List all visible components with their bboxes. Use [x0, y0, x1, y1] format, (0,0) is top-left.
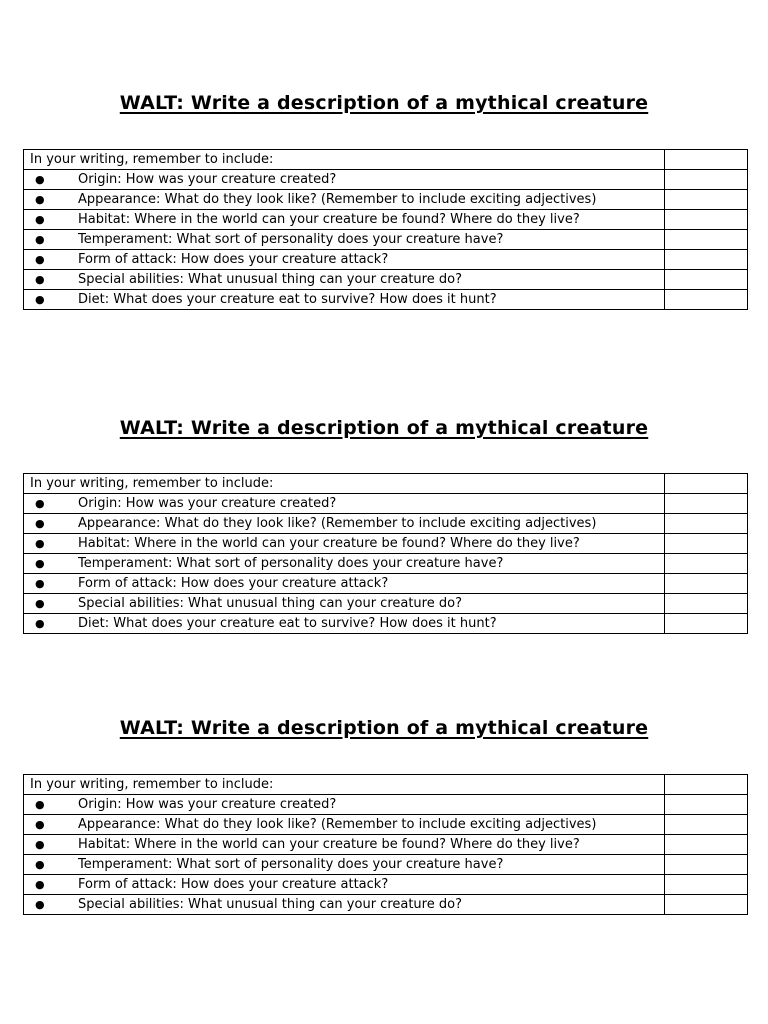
item-cell: [24, 855, 665, 875]
header-text: In your writing, remember to include:: [30, 476, 274, 491]
table-row: [24, 815, 748, 835]
checkbox-cell[interactable]: [665, 614, 748, 634]
checkbox-cell[interactable]: [665, 855, 748, 875]
checkbox-cell[interactable]: [665, 170, 748, 190]
item-cell: [24, 494, 665, 514]
item-text: Origin: How was your creature created?: [78, 797, 337, 812]
item-text: Habitat: Where in the world can your creature be found? Where do they live?: [78, 536, 580, 551]
item-text: Appearance: What do they look like? (Remember to include exciting adjectives): [78, 817, 597, 832]
checkbox-cell[interactable]: [665, 494, 748, 514]
item-cell: [24, 895, 665, 915]
checkbox-cell[interactable]: [665, 150, 748, 170]
checkbox-cell[interactable]: [665, 474, 748, 494]
checkbox-cell[interactable]: [665, 574, 748, 594]
bullet-icon: ●: [35, 293, 45, 306]
bullet-icon: ●: [35, 173, 45, 186]
checklist-table: [23, 473, 748, 634]
table-row: [24, 270, 748, 290]
item-cell: [24, 190, 665, 210]
checkbox-cell[interactable]: [665, 775, 748, 795]
bullet-icon: ●: [35, 253, 45, 266]
item-cell: [24, 270, 665, 290]
section-title: WALT: Write a description of a mythical creature: [119, 717, 649, 739]
table-row: [24, 190, 748, 210]
checkbox-cell[interactable]: [665, 230, 748, 250]
bullet-icon: ●: [35, 838, 45, 851]
table-row: [24, 230, 748, 250]
checkbox-cell[interactable]: [665, 795, 748, 815]
bullet-icon: ●: [35, 617, 45, 630]
header-text: In your writing, remember to include:: [30, 152, 274, 167]
item-cell: [24, 230, 665, 250]
section-title: WALT: Write a description of a mythical creature: [119, 417, 649, 439]
item-text: Origin: How was your creature created?: [78, 496, 337, 511]
checkbox-cell[interactable]: [665, 594, 748, 614]
section-title: WALT: Write a description of a mythical creature: [119, 92, 649, 114]
item-cell: [24, 795, 665, 815]
table-row: [24, 494, 748, 514]
bullet-icon: ●: [35, 597, 45, 610]
bullet-icon: ●: [35, 898, 45, 911]
item-text: Temperament: What sort of personality does your creature have?: [78, 556, 504, 571]
item-cell: [24, 554, 665, 574]
checklist-table: [23, 149, 748, 310]
bullet-icon: ●: [35, 213, 45, 226]
checkbox-cell[interactable]: [665, 210, 748, 230]
checkbox-cell[interactable]: [665, 270, 748, 290]
header-cell: [24, 474, 665, 494]
item-text: Form of attack: How does your creature attack?: [78, 252, 389, 267]
table-row: [24, 250, 748, 270]
item-cell: [24, 210, 665, 230]
bullet-icon: ●: [35, 537, 45, 550]
bullet-icon: ●: [35, 798, 45, 811]
checkbox-cell[interactable]: [665, 815, 748, 835]
bullet-icon: ●: [35, 193, 45, 206]
bullet-icon: ●: [35, 818, 45, 831]
table-header-row: [24, 775, 748, 795]
checkbox-cell[interactable]: [665, 514, 748, 534]
table-row: [24, 290, 748, 310]
item-cell: [24, 594, 665, 614]
item-cell: [24, 815, 665, 835]
bullet-icon: ●: [35, 517, 45, 530]
checkbox-cell[interactable]: [665, 290, 748, 310]
item-text: Special abilities: What unusual thing can your creature do?: [78, 272, 462, 287]
item-cell: [24, 875, 665, 895]
table-row: [24, 795, 748, 815]
table-row: [24, 554, 748, 574]
table-header-row: [24, 150, 748, 170]
table-row: [24, 614, 748, 634]
bullet-icon: ●: [35, 858, 45, 871]
item-cell: [24, 835, 665, 855]
bullet-icon: ●: [35, 273, 45, 286]
checklist-table: [23, 774, 748, 915]
table-row: [24, 875, 748, 895]
table-row: [24, 574, 748, 594]
table-header-row: [24, 474, 748, 494]
item-text: Appearance: What do they look like? (Remember to include exciting adjectives): [78, 516, 597, 531]
checkbox-cell[interactable]: [665, 895, 748, 915]
item-text: Form of attack: How does your creature attack?: [78, 877, 389, 892]
bullet-icon: ●: [35, 557, 45, 570]
table-row: [24, 895, 748, 915]
header-cell: [24, 775, 665, 795]
bullet-icon: ●: [35, 878, 45, 891]
table-row: [24, 170, 748, 190]
table-row: [24, 534, 748, 554]
table-row: [24, 835, 748, 855]
table-row: [24, 210, 748, 230]
item-text: Temperament: What sort of personality does your creature have?: [78, 232, 504, 247]
item-text: Diet: What does your creature eat to survive? How does it hunt?: [78, 616, 497, 631]
header-text: In your writing, remember to include:: [30, 777, 274, 792]
checkbox-cell[interactable]: [665, 250, 748, 270]
item-text: Habitat: Where in the world can your creature be found? Where do they live?: [78, 837, 580, 852]
table-row: [24, 594, 748, 614]
item-text: Diet: What does your creature eat to survive? How does it hunt?: [78, 292, 497, 307]
checkbox-cell[interactable]: [665, 554, 748, 574]
checkbox-cell[interactable]: [665, 875, 748, 895]
item-text: Temperament: What sort of personality does your creature have?: [78, 857, 504, 872]
bullet-icon: ●: [35, 577, 45, 590]
item-cell: [24, 170, 665, 190]
item-cell: [24, 250, 665, 270]
item-cell: [24, 290, 665, 310]
item-cell: [24, 514, 665, 534]
table-row: [24, 514, 748, 534]
item-text: Form of attack: How does your creature attack?: [78, 576, 389, 591]
item-cell: [24, 574, 665, 594]
item-text: Habitat: Where in the world can your creature be found? Where do they live?: [78, 212, 580, 227]
item-cell: [24, 614, 665, 634]
table-row: [24, 855, 748, 875]
checkbox-cell[interactable]: [665, 835, 748, 855]
item-text: Special abilities: What unusual thing can your creature do?: [78, 897, 462, 912]
item-text: Appearance: What do they look like? (Remember to include exciting adjectives): [78, 192, 597, 207]
header-cell: [24, 150, 665, 170]
item-text: Origin: How was your creature created?: [78, 172, 337, 187]
item-cell: [24, 534, 665, 554]
checkbox-cell[interactable]: [665, 534, 748, 554]
item-text: Special abilities: What unusual thing can your creature do?: [78, 596, 462, 611]
bullet-icon: ●: [35, 233, 45, 246]
checkbox-cell[interactable]: [665, 190, 748, 210]
bullet-icon: ●: [35, 497, 45, 510]
